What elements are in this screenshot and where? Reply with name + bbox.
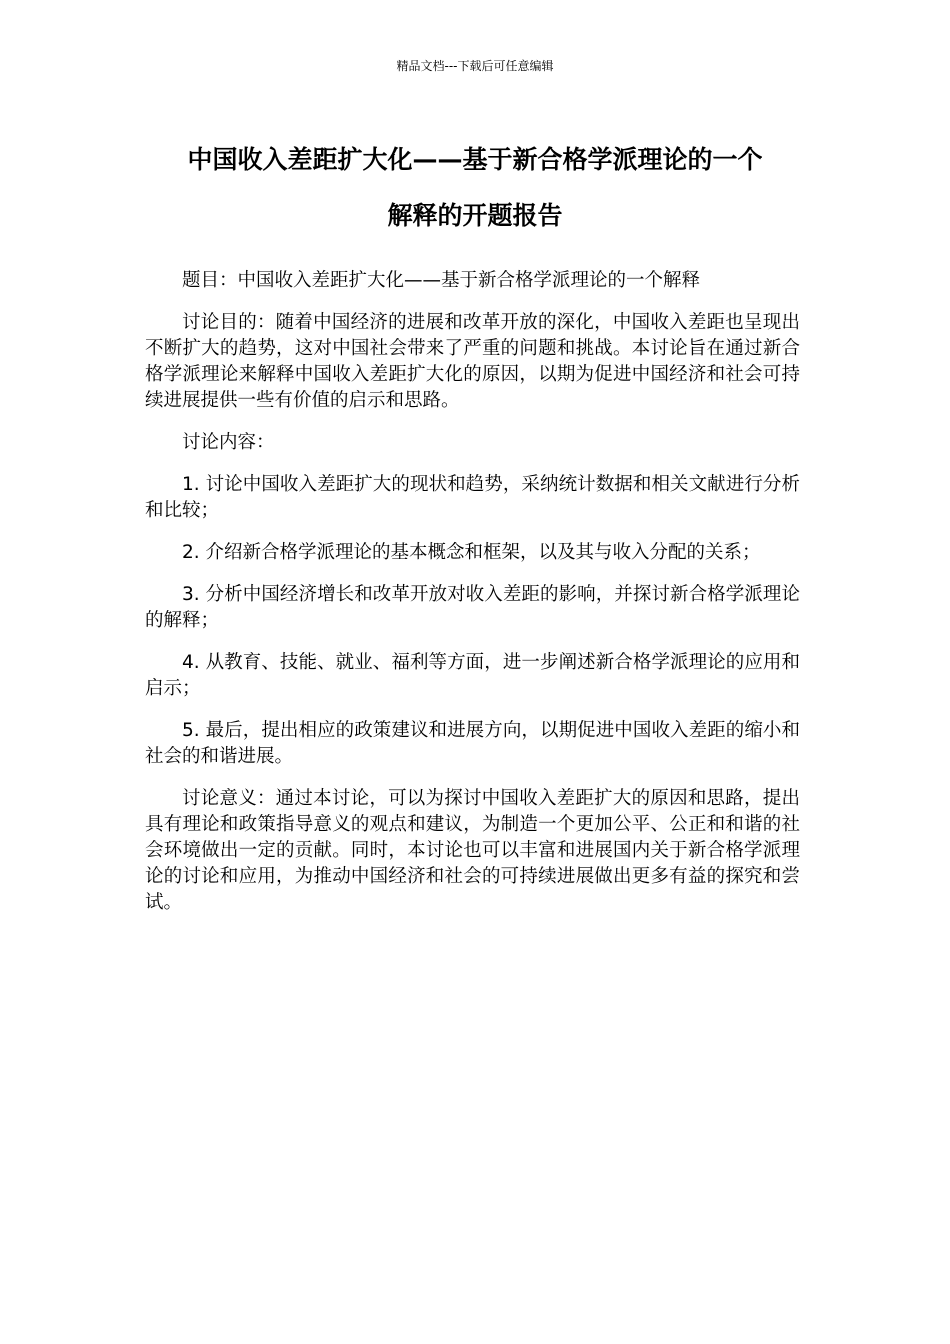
topic-paragraph: 题目：中国收入差距扩大化——基于新合格学派理论的一个解释 bbox=[182, 270, 701, 291]
content-item-1: 1. 讨论中国收入差距扩大的现状和趋势，采纳统计数据和相关文献进行分析和比较； bbox=[145, 474, 800, 521]
title-line-2: 解释的开题报告 bbox=[387, 201, 563, 230]
content-item-2: 2. 介绍新合格学派理论的基本概念和框架，以及其与收入分配的关系； bbox=[182, 542, 761, 563]
content-item-3: 3. 分析中国经济增长和改革开放对收入差距的影响，并探讨新合格学派理论的解释； bbox=[145, 584, 800, 631]
significance-paragraph: 讨论意义：通过本讨论，可以为探讨中国收入差距扩大的原因和思路，提出具有理论和政策指导意义的观点和建议，为制造一个更加公平、公正和和谐的社会环境做出一定的贡献。同时，本讨论也可以丰富和进展国内关于新合格学派理论的讨论和应用，为推动中国经济和社会的可持续进展做出更多有益的探究和尝试。 bbox=[145, 788, 800, 913]
page-title bbox=[120, 132, 830, 244]
header-note: 精品文档---下载后可任意编辑 bbox=[396, 59, 554, 73]
content-heading: 讨论内容： bbox=[182, 432, 275, 453]
purpose-paragraph: 讨论目的：随着中国经济的进展和改革开放的深化，中国收入差距也呈现出不断扩大的趋势，这对中国社会带来了严重的问题和挑战。本讨论旨在通过新合格学派理论来解释中国收入差距扩大化的原因，以期为促进中国经济和社会可持续进展提供一些有价值的启示和思路。 bbox=[145, 312, 800, 411]
content-item-5: 5. 最后，提出相应的政策建议和进展方向，以期促进中国收入差距的缩小和社会的和谐进展。 bbox=[145, 720, 800, 767]
content-item-4: 4. 从教育、技能、就业、福利等方面，进一步阐述新合格学派理论的应用和启示； bbox=[145, 652, 800, 699]
title-line-1: 中国收入差距扩大化——基于新合格学派理论的一个 bbox=[187, 145, 763, 174]
document-body bbox=[145, 268, 800, 932]
